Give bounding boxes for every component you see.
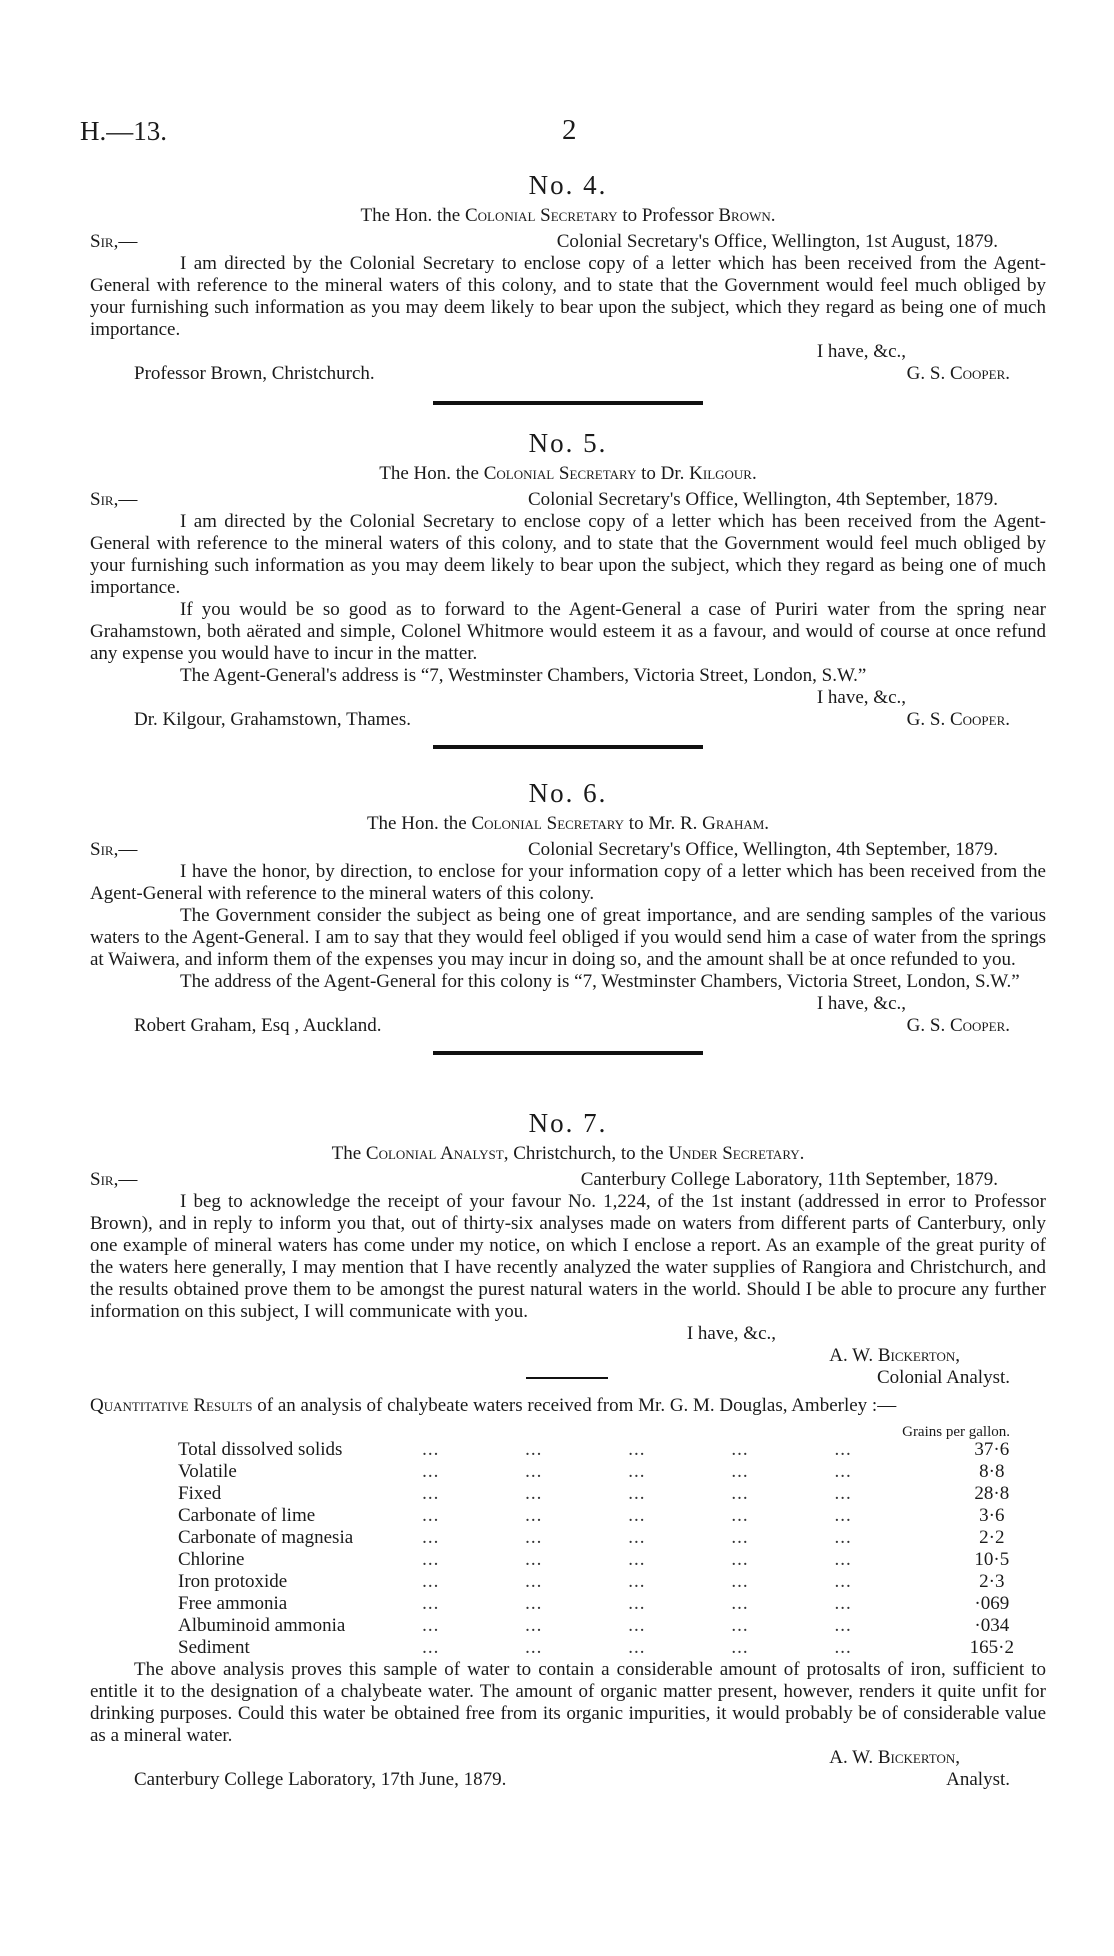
letter-title: The Hon. the Colonial Secretary to Professor Brown. bbox=[360, 205, 776, 226]
leader-dots: ... bbox=[525, 1483, 543, 1504]
letter-title: The Colonial Analyst, Christchurch, to the Under Secretary. bbox=[331, 1143, 805, 1164]
row-value: 165·2 bbox=[969, 1637, 1014, 1658]
closing: I have, &c., bbox=[816, 341, 906, 362]
leader-dots: ... bbox=[422, 1505, 440, 1526]
row-value: 8·8 bbox=[979, 1461, 1005, 1482]
closing: I have, &c., bbox=[686, 1323, 776, 1344]
short-divider bbox=[526, 1377, 608, 1379]
leader-dots: ... bbox=[422, 1571, 440, 1592]
row-value: 10·5 bbox=[974, 1549, 1010, 1570]
unit-header-line bbox=[90, 1417, 1046, 1439]
leader-dots: ... bbox=[422, 1549, 440, 1570]
leader-dots: ... bbox=[731, 1593, 749, 1614]
row-label: Fixed bbox=[178, 1483, 222, 1504]
closing-line bbox=[90, 341, 1046, 363]
leader-dots: ... bbox=[525, 1593, 543, 1614]
row-label: Iron protoxide bbox=[178, 1571, 288, 1592]
leader-dots: ... bbox=[525, 1637, 543, 1658]
leader-dots: ... bbox=[834, 1593, 852, 1614]
row-label: Chlorine bbox=[178, 1549, 245, 1570]
table-row bbox=[178, 1461, 1046, 1483]
report-place-line bbox=[90, 1769, 1046, 1791]
leader-dots: ... bbox=[834, 1549, 852, 1570]
paper-reference: H.—13. bbox=[80, 116, 167, 146]
letter-body: I have the honor, by direction, to enclose for your information copy of a letter which has been received from the Agent-General with reference to the mineral waters of this colony. bbox=[90, 861, 1046, 904]
leader-dots: ... bbox=[422, 1637, 440, 1658]
leader-dots: ... bbox=[731, 1461, 749, 1482]
place-date: Canterbury College Laboratory, 17th June, 1879. bbox=[134, 1769, 507, 1790]
letter-body: I am directed by the Colonial Secretary to enclose copy of a letter which has been received from the Agent-General with reference to the mineral waters of this colony, and to state that the Government would feel much obliged by your furnishing such information as you may deem likely to bear upon the subject, which they regard as being one of much importance. bbox=[90, 511, 1046, 598]
leader-dots: ... bbox=[525, 1571, 543, 1592]
leader-dots: ... bbox=[422, 1593, 440, 1614]
leader-dots: ... bbox=[731, 1615, 749, 1636]
sender-address: Colonial Secretary's Office, Wellington, 4th September, 1879. bbox=[527, 839, 998, 860]
table-row bbox=[178, 1549, 1046, 1571]
closing-line bbox=[90, 1323, 1046, 1345]
letter-number: No. 6. bbox=[528, 778, 608, 808]
letter-body: I am directed by the Colonial Secretary to enclose copy of a letter which has been received from the Agent-General with reference to the mineral waters of this colony, and to state that the Government would feel much obliged by your furnishing such information as you may deem likely to bear upon the subject, which they regard as being one of much importance. bbox=[90, 253, 1046, 340]
closing-line bbox=[90, 687, 1046, 709]
row-label: Carbonate of lime bbox=[178, 1505, 316, 1526]
signature: G. S. Cooper. bbox=[906, 1015, 1010, 1036]
page-header bbox=[80, 114, 1046, 152]
closing: I have, &c., bbox=[816, 687, 906, 708]
salutation-line bbox=[90, 839, 1046, 861]
document-page bbox=[80, 0, 1046, 1956]
row-label: Sediment bbox=[178, 1637, 250, 1658]
sender-address: Colonial Secretary's Office, Wellington, 1st August, 1879. bbox=[556, 231, 998, 252]
leader-dots: ... bbox=[525, 1439, 543, 1460]
leader-dots: ... bbox=[731, 1549, 749, 1570]
letter-no-5 bbox=[90, 428, 1046, 749]
signature-title: Analyst. bbox=[946, 1769, 1010, 1790]
salutation-line bbox=[90, 489, 1046, 511]
leader-dots: ... bbox=[628, 1615, 646, 1636]
recipient-line bbox=[90, 1015, 1046, 1037]
recipient: Dr. Kilgour, Grahamstown, Thames. bbox=[134, 709, 411, 730]
recipient: Professor Brown, Christchurch. bbox=[134, 363, 375, 384]
page-number: 2 bbox=[562, 114, 577, 146]
section-divider bbox=[433, 1051, 703, 1055]
table-row bbox=[178, 1483, 1046, 1505]
letter-body: If you would be so good as to forward to the Agent-General a case of Puriri water from the spring near Grahamstown, both aërated and simple, Colonel Whitmore would esteem it as a favour, and would of course at once refund any expense you would have to incur in the matter. bbox=[90, 599, 1046, 664]
leader-dots: ... bbox=[834, 1527, 852, 1548]
signature: A. W. Bickerton, bbox=[829, 1345, 960, 1366]
letter-no-7 bbox=[90, 1108, 1046, 1791]
letter-no-4 bbox=[90, 170, 1046, 405]
sender-address: Colonial Secretary's Office, Wellington, 4th September, 1879. bbox=[527, 489, 998, 510]
row-label: Albuminoid ammonia bbox=[178, 1615, 346, 1636]
leader-dots: ... bbox=[834, 1439, 852, 1460]
leader-dots: ... bbox=[628, 1461, 646, 1482]
signature: G. S. Cooper. bbox=[906, 709, 1010, 730]
signature: G. S. Cooper. bbox=[906, 363, 1010, 384]
row-value: 3·6 bbox=[979, 1505, 1005, 1526]
recipient-line bbox=[90, 709, 1046, 731]
salutation: Sir,— bbox=[90, 1169, 138, 1190]
table-row bbox=[178, 1571, 1046, 1593]
salutation: Sir,— bbox=[90, 231, 138, 252]
section-divider bbox=[433, 401, 703, 405]
leader-dots: ... bbox=[628, 1483, 646, 1504]
row-value: 2·2 bbox=[979, 1527, 1005, 1548]
table-row bbox=[178, 1505, 1046, 1527]
table-row bbox=[178, 1527, 1046, 1549]
leader-dots: ... bbox=[422, 1483, 440, 1504]
salutation-line bbox=[90, 1169, 1046, 1191]
leader-dots: ... bbox=[834, 1461, 852, 1482]
leader-dots: ... bbox=[834, 1571, 852, 1592]
leader-dots: ... bbox=[422, 1527, 440, 1548]
table-row bbox=[178, 1637, 1046, 1659]
leader-dots: ... bbox=[628, 1527, 646, 1548]
leader-dots: ... bbox=[731, 1527, 749, 1548]
leader-dots: ... bbox=[422, 1439, 440, 1460]
letter-number: No. 7. bbox=[528, 1108, 608, 1138]
salutation-line bbox=[90, 231, 1046, 253]
leader-dots: ... bbox=[525, 1527, 543, 1548]
section-divider bbox=[433, 745, 703, 749]
leader-dots: ... bbox=[628, 1637, 646, 1658]
leader-dots: ... bbox=[525, 1549, 543, 1570]
leader-dots: ... bbox=[731, 1505, 749, 1526]
signature: A. W. Bickerton, bbox=[829, 1747, 960, 1768]
letter-title: The Hon. the Colonial Secretary to Mr. R. Graham. bbox=[366, 813, 770, 834]
row-value: ·034 bbox=[974, 1615, 1010, 1636]
sender-address: Canterbury College Laboratory, 11th September, 1879. bbox=[580, 1169, 998, 1190]
row-label: Total dissolved solids bbox=[178, 1439, 343, 1460]
leader-dots: ... bbox=[628, 1549, 646, 1570]
leader-dots: ... bbox=[731, 1483, 749, 1504]
row-value: 37·6 bbox=[974, 1439, 1010, 1460]
leader-dots: ... bbox=[422, 1615, 440, 1636]
leader-dots: ... bbox=[628, 1571, 646, 1592]
signature-line bbox=[90, 1345, 1046, 1367]
leader-dots: ... bbox=[628, 1593, 646, 1614]
signature-title-line bbox=[90, 1367, 1046, 1389]
signature-title: Colonial Analyst. bbox=[877, 1367, 1010, 1388]
closing-line bbox=[90, 993, 1046, 1015]
recipient: Robert Graham, Esq , Auckland. bbox=[134, 1015, 382, 1036]
analysis-table bbox=[178, 1439, 1046, 1659]
table-row bbox=[178, 1615, 1046, 1637]
row-value: 28·8 bbox=[974, 1483, 1010, 1504]
leader-dots: ... bbox=[834, 1615, 852, 1636]
row-value: ·069 bbox=[974, 1593, 1010, 1614]
letter-title: The Hon. the Colonial Secretary to Dr. Kilgour. bbox=[379, 463, 757, 484]
letter-body: I beg to acknowledge the receipt of your favour No. 1,224, of the 1st instant (addressed in error to Professor Brown), and in reply to inform you that, out of thirty-six analyses made on waters from different parts of Canterbury, only one example of mineral waters has come under my notice, on which I enclose a report. As an example of the great purity of the waters here generally, I may mention that I have recently analyzed the water supplies of Rangiora and Christchurch, and the results obtained prove them to be amongst the purest natural waters in the world. Should I be able to procure any further information on this subject, I will communicate with you. bbox=[90, 1191, 1046, 1322]
row-value: 2·3 bbox=[979, 1571, 1005, 1592]
leader-dots: ... bbox=[525, 1615, 543, 1636]
leader-dots: ... bbox=[628, 1439, 646, 1460]
letter-body: The address of the Agent-General for this colony is “7, Westminster Chambers, Victoria Street, London, S.W.” bbox=[180, 971, 1020, 992]
leader-dots: ... bbox=[422, 1461, 440, 1482]
report-heading: Quantitative Results of an analysis of chalybeate waters received from Mr. G. M. Douglas, Amberley :— bbox=[90, 1395, 897, 1416]
leader-dots: ... bbox=[628, 1505, 646, 1526]
leader-dots: ... bbox=[525, 1505, 543, 1526]
leader-dots: ... bbox=[525, 1461, 543, 1482]
report-signature-line bbox=[90, 1747, 1046, 1769]
closing: I have, &c., bbox=[816, 993, 906, 1014]
recipient-line bbox=[90, 363, 1046, 385]
row-label: Free ammonia bbox=[178, 1593, 288, 1614]
leader-dots: ... bbox=[731, 1571, 749, 1592]
leader-dots: ... bbox=[834, 1505, 852, 1526]
report-conclusion: The above analysis proves this sample of water to contain a considerable amount of protosalts of iron, sufficient to entitle it to the designation of a chalybeate water. The amount of organic matter present, however, renders it quite unfit for drinking purposes. Could this water be obtained free from its organic impurities, it would probably be of considerable value as a mineral water. bbox=[90, 1659, 1046, 1746]
leader-dots: ... bbox=[731, 1439, 749, 1460]
table-row bbox=[178, 1593, 1046, 1615]
letter-body: The Government consider the subject as being one of great importance, and are sending samples of the various waters to the Agent-General. I am to say that they would feel obliged if you would send him a case of water from the springs at Waiwera, and inform them of the expenses you may incur in doing so, and the amount shall be at once refunded to you. bbox=[90, 905, 1046, 970]
letter-body: The Agent-General's address is “7, Westminster Chambers, Victoria Street, London, S.W.” bbox=[180, 665, 867, 686]
row-label: Carbonate of magnesia bbox=[178, 1527, 354, 1548]
salutation: Sir,— bbox=[90, 489, 138, 510]
letter-number: No. 4. bbox=[528, 170, 608, 200]
letter-number: No. 5. bbox=[528, 428, 608, 458]
leader-dots: ... bbox=[834, 1637, 852, 1658]
leader-dots: ... bbox=[731, 1637, 749, 1658]
salutation: Sir,— bbox=[90, 839, 138, 860]
letter-no-6 bbox=[90, 778, 1046, 1055]
leader-dots: ... bbox=[834, 1483, 852, 1504]
unit-header: Grains per gallon. bbox=[902, 1424, 1010, 1440]
row-label: Volatile bbox=[178, 1461, 237, 1482]
